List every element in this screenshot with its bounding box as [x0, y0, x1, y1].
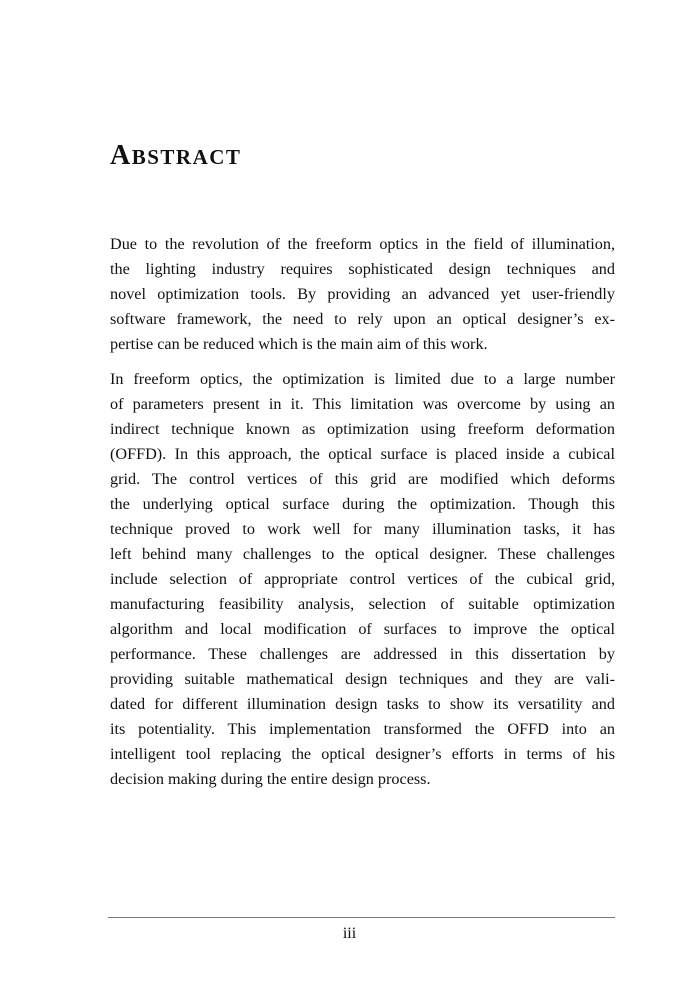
text-line: Due to the revolution of the freeform optics in the field of illumination,	[110, 235, 615, 253]
text-line: In freeform optics, the optimization is limited due to a large number	[110, 370, 615, 388]
text-line: grid. The control vertices of this grid are modified which deforms	[110, 470, 615, 488]
abstract-paragraph-2	[110, 367, 615, 792]
page-number: iii	[342, 925, 357, 942]
text-line: performance. These challenges are addressed in this dissertation by	[110, 645, 615, 663]
text-line: novel optimization tools. By providing an advanced yet user-friendly	[110, 285, 615, 303]
text-line: decision making during the entire design process.	[110, 770, 431, 788]
footer-divider	[108, 917, 615, 918]
text-line: manufacturing feasibility analysis, selection of suitable optimization	[110, 595, 615, 613]
text-line: dated for different illumination design tasks to show its versatility and	[110, 695, 615, 713]
text-line: the underlying optical surface during the optimization. Though this	[110, 495, 615, 513]
text-line: left behind many challenges to the optical designer. These challenges	[110, 545, 615, 563]
title-initial: A	[110, 140, 132, 171]
text-line: providing suitable mathematical design techniques and they are vali-	[110, 670, 615, 688]
text-line: of parameters present in it. This limitation was overcome by using an	[110, 395, 615, 413]
text-line: algorithm and local modification of surfaces to improve the optical	[110, 620, 615, 638]
title-rest: BSTRACT	[131, 145, 242, 169]
text-line: technique proved to work well for many illumination tasks, it has	[110, 520, 615, 538]
text-line: its potentiality. This implementation transformed the OFFD into an	[110, 720, 615, 738]
text-line: pertise can be reduced which is the main aim of this work.	[110, 335, 488, 353]
page-title	[110, 140, 241, 172]
text-line: include selection of appropriate control vertices of the cubical grid,	[110, 570, 615, 588]
abstract-paragraph-1	[110, 232, 615, 357]
text-line: (OFFD). In this approach, the optical surface is placed inside a cubical	[110, 445, 615, 463]
text-line: intelligent tool replacing the optical designer’s efforts in terms of his	[110, 745, 615, 763]
text-line: indirect technique known as optimization using freeform deformation	[110, 420, 615, 438]
text-line: the lighting industry requires sophisticated design techniques and	[110, 260, 615, 278]
text-line: software framework, the need to rely upon an optical designer’s ex-	[110, 310, 615, 328]
